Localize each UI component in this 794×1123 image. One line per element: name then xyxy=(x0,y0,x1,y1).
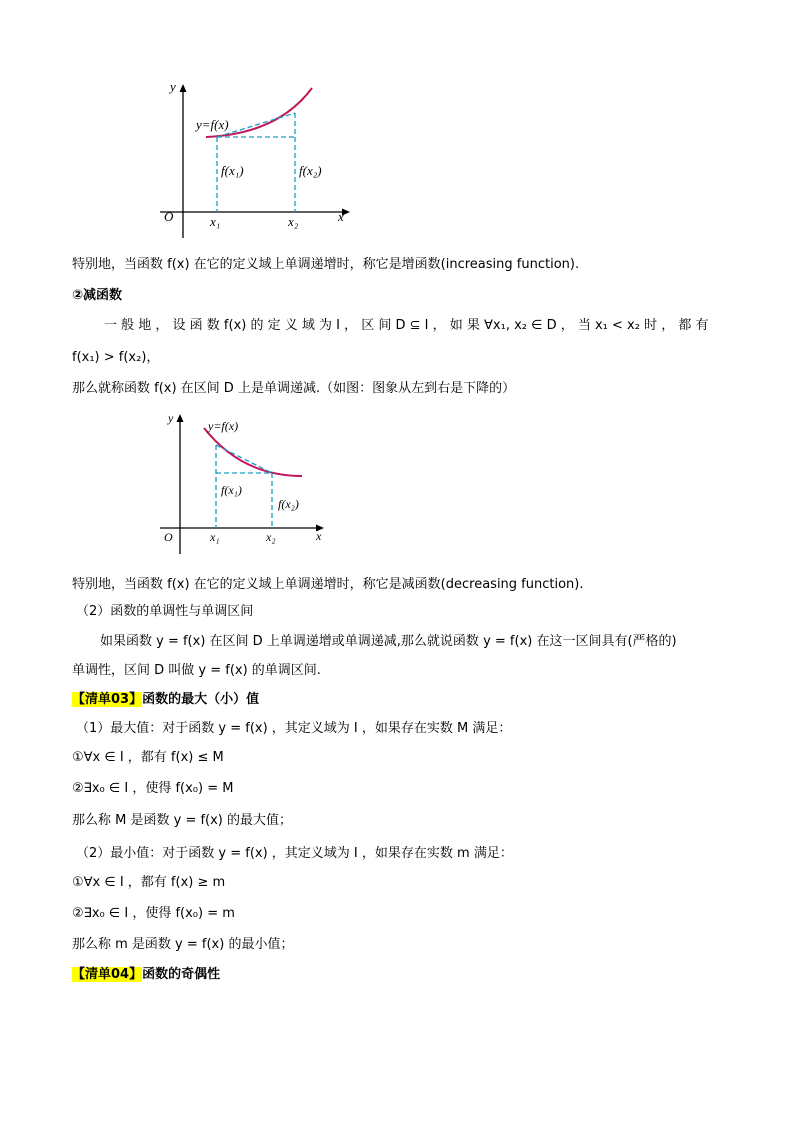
x1-label: x₁ xyxy=(210,214,221,229)
list04-heading xyxy=(72,966,220,984)
x1-label: x₁ xyxy=(210,530,220,544)
min-definition: （2）最小值：对于函数 y = f(x) ，其定义域为 I ，如果存在实数 m 满足： xyxy=(76,846,513,861)
min-conclusion: 那么称 m 是函数 y = f(x) 的最小值； xyxy=(72,937,294,952)
max-conclusion: 那么称 M 是函数 y = f(x) 的最大值； xyxy=(72,813,293,828)
increasing-special-note: 特别地，当函数 f(x) 在它的定义域上单调递增时，称它是增函数(increasing function). xyxy=(72,257,580,272)
curve-label: y=f(x) xyxy=(196,117,229,132)
y-axis-arrow xyxy=(180,84,187,92)
increasing-function-graph xyxy=(150,76,360,241)
decreasing-special-note: 特别地，当函数 f(x) 在它的定义域上单调递增时，称它是减函数(decreasing function). xyxy=(72,577,584,592)
decreasing-heading: ②减函数 xyxy=(72,288,123,303)
fx1-label: f(x₁) xyxy=(221,483,242,497)
dashed-secant xyxy=(216,445,272,473)
list03-tag: 【清单03】 xyxy=(72,692,143,707)
monotonicity-definition-line1: 如果函数 y = f(x) 在区间 D 上单调递增或单调递减,那么就说函数 y = f(x) 在这一区间具有(严格的) xyxy=(100,634,677,649)
monotonicity-heading: （2）函数的单调性与单调区间 xyxy=(76,604,254,619)
decreasing-definition-line3: 那么就称函数 f(x) 在区间 D 上是单调递减.（如图：图象从左到右是下降的） xyxy=(72,381,516,396)
x-axis-label: x xyxy=(338,209,344,224)
max-condition-1: ①∀x ∈ I ，都有 f(x) ≤ M xyxy=(72,750,224,765)
fx2-label: f(x₂) xyxy=(299,163,322,178)
fx1-label: f(x₁) xyxy=(221,163,244,178)
x2-label: x₂ xyxy=(266,530,276,544)
decreasing-curve xyxy=(204,428,302,476)
min-condition-1: ①∀x ∈ I ，都有 f(x) ≥ m xyxy=(72,875,226,890)
max-definition: （1）最大值：对于函数 y = f(x) ，其定义域为 I ，如果存在实数 M 满足： xyxy=(76,721,512,736)
y-axis-label: y xyxy=(170,79,176,94)
fx2-label: f(x₂) xyxy=(278,497,299,511)
x-axis-label: x xyxy=(316,529,322,543)
dashed-secant xyxy=(217,113,295,137)
list04-tag: 【清单04】 xyxy=(72,967,143,982)
decreasing-definition-line1: 一 般 地 ， 设 函 数 f(x) 的 定 义 域 为 I ， 区 间 D ⊆ I ， 如 果 ∀x₁, x₂ ∈ D ， 当 x₁ < x₂ 时 ， 都 有 xyxy=(104,318,709,333)
curve-label: y=f(x) xyxy=(208,419,239,433)
list03-title: 函数的最大（小）值 xyxy=(142,692,260,707)
origin-label: O xyxy=(164,530,173,544)
min-condition-2: ②∃x₀ ∈ I ，使得 f(x₀) = m xyxy=(72,906,235,921)
y-axis-arrow xyxy=(177,414,184,422)
y-axis-label: y xyxy=(168,411,174,425)
list03-heading xyxy=(72,691,259,709)
list04-title: 函数的奇偶性 xyxy=(142,967,221,982)
decreasing-definition-line2: f(x₁) > f(x₂)， xyxy=(72,350,160,365)
origin-label: O xyxy=(164,209,174,224)
x2-label: x₂ xyxy=(288,214,299,229)
max-condition-2: ②∃x₀ ∈ I ，使得 f(x₀) = M xyxy=(72,781,234,796)
decreasing-function-graph xyxy=(154,408,334,558)
monotonicity-definition-line2: 单调性，区间 D 叫做 y = f(x) 的单调区间. xyxy=(72,663,321,678)
